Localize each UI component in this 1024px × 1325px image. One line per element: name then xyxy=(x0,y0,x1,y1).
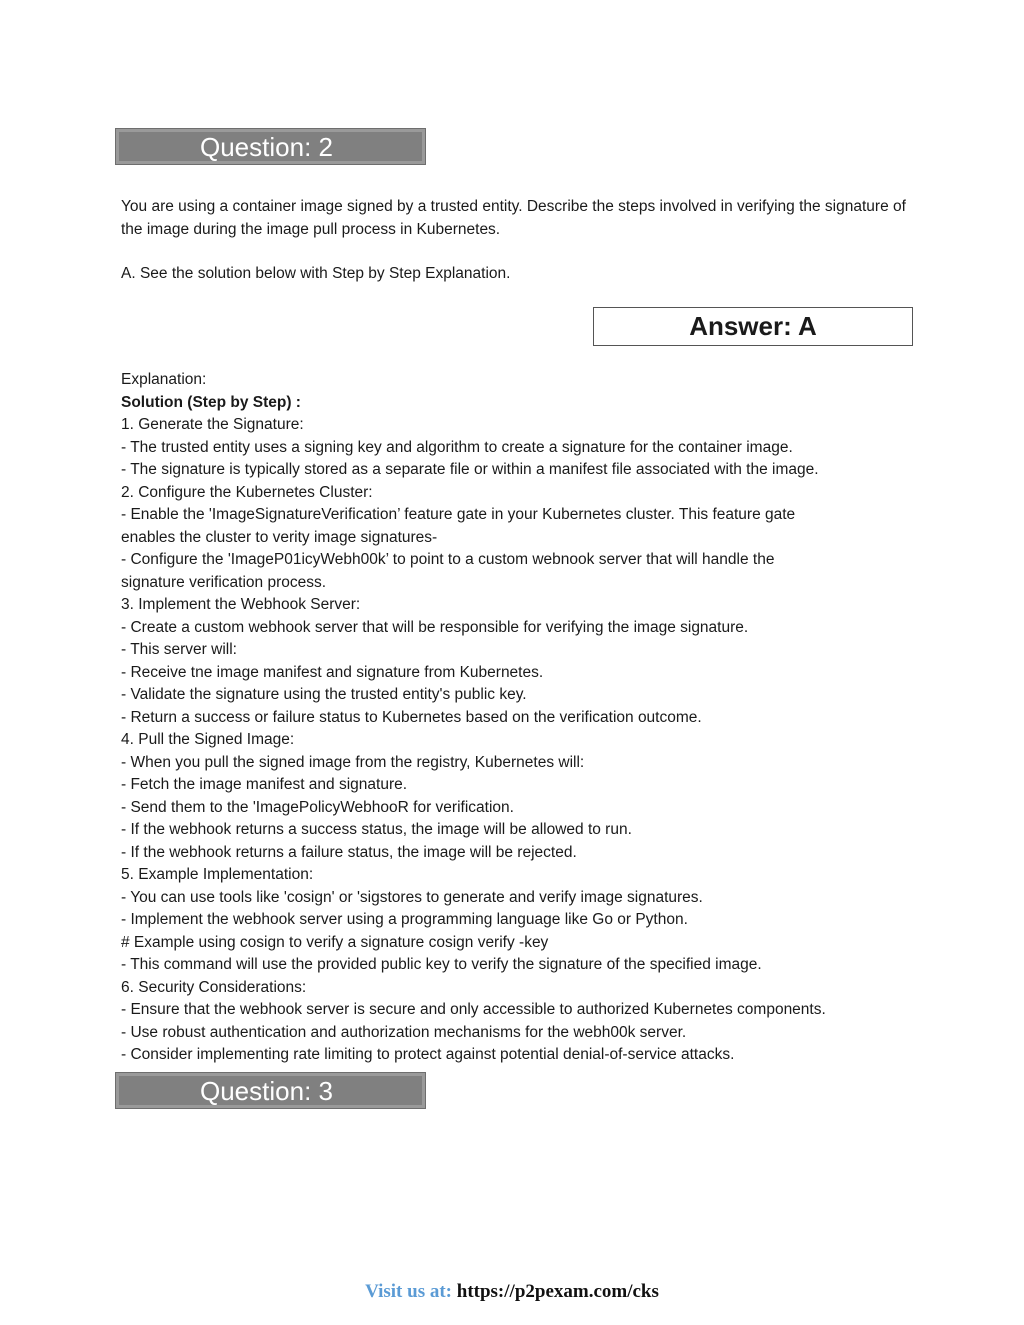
explanation-line: - If the webhook returns a success status, the image will be allowed to run. xyxy=(121,821,632,838)
explanation-line: - Return a success or failure status to Kubernetes based on the verification outcome. xyxy=(121,708,702,726)
answer-box xyxy=(593,307,913,346)
explanation-line: - The signature is typically stored as a separate file or within a manifest file associated with the image. xyxy=(121,461,819,478)
explanation-line: enables the cluster to verity image signatures- xyxy=(121,528,438,546)
explanation-line: - Implement the webhook server using a programming language like Go or Python. xyxy=(121,911,688,928)
explanation-line: - If the webhook returns a failure status, the image will be rejected. xyxy=(121,843,577,861)
explanation-line: - Ensure that the webhook server is secure and only accessible to authorized Kubernetes components. xyxy=(121,1001,826,1018)
explanation-line: - When you pull the signed image from the registry, Kubernetes will: xyxy=(121,753,585,771)
explanation-line: - Configure the 'ImageP01icyWebh00k’ to point to a custom webnook server that will handle the xyxy=(121,551,775,568)
question-3-label: Question: 3 xyxy=(200,1076,333,1106)
explanation-line: # Example using cosign to verify a signature cosign verify -key xyxy=(121,933,549,951)
question-2-label: Question: 2 xyxy=(200,132,333,162)
explanation-line: - The trusted entity uses a signing key and algorithm to create a signature for the container image. xyxy=(121,438,793,456)
explanation-line: 6. Security Considerations: xyxy=(121,978,307,996)
explanation-line: 3. Implement the Webhook Server: xyxy=(121,596,361,613)
explanation-line: 5. Example Implementation: xyxy=(121,866,314,883)
explanation-section xyxy=(121,369,911,1067)
explanation-line: - This command will use the provided public key to verify the signature of the specified image. xyxy=(121,956,762,973)
question-2-banner xyxy=(115,128,426,165)
explanation-line: - Use robust authentication and authorization mechanisms for the webh00k server. xyxy=(121,1023,687,1041)
explanation-line: - Create a custom webhook server that will be responsible for verifying the image signature. xyxy=(121,618,749,636)
explanation-line: - You can use tools like 'cosign' or 'sigstores to generate and verify image signatures. xyxy=(121,888,703,906)
explanation-heading: Explanation: xyxy=(121,371,207,388)
explanation-line: - Consider implementing rate limiting to protect against potential denial-of-service attacks. xyxy=(121,1046,735,1063)
answer-label: Answer: A xyxy=(689,311,817,341)
explanation-line: - Enable the 'ImageSignatureVerification’ feature gate in your Kubernetes cluster. This feature gate xyxy=(121,506,796,523)
explanation-line: - Fetch the image manifest and signature. xyxy=(121,776,408,793)
explanation-line: - This server will: xyxy=(121,641,237,658)
explanation-line: 1. Generate the Signature: xyxy=(121,416,304,433)
question-3-banner xyxy=(115,1072,426,1109)
explanation-line: 4. Pull the Signed Image: xyxy=(121,731,295,748)
solution-title: Solution (Step by Step) : xyxy=(121,393,301,411)
footer-url-link[interactable]: https://p2pexam.com/cks xyxy=(456,1281,659,1302)
explanation-line: - Send them to the 'ImagePolicyWebhooR for verification. xyxy=(121,798,514,816)
explanation-line: - Receive tne image manifest and signature from Kubernetes. xyxy=(121,663,544,681)
option-a: A. See the solution below with Step by Step Explanation. xyxy=(121,265,511,282)
footer-label: Visit us at: xyxy=(365,1281,457,1302)
explanation-line: 2. Configure the Kubernetes Cluster: xyxy=(121,483,373,501)
question-text: You are using a container image signed by a trusted entity. Describe the steps involved in verifying the signature of the image during the image pull process in Kubernetes. xyxy=(121,198,906,238)
footer xyxy=(0,1281,1024,1303)
explanation-line: - Validate the signature using the trusted entity's public key. xyxy=(121,686,527,703)
explanation-line: signature verification process. xyxy=(121,573,327,591)
